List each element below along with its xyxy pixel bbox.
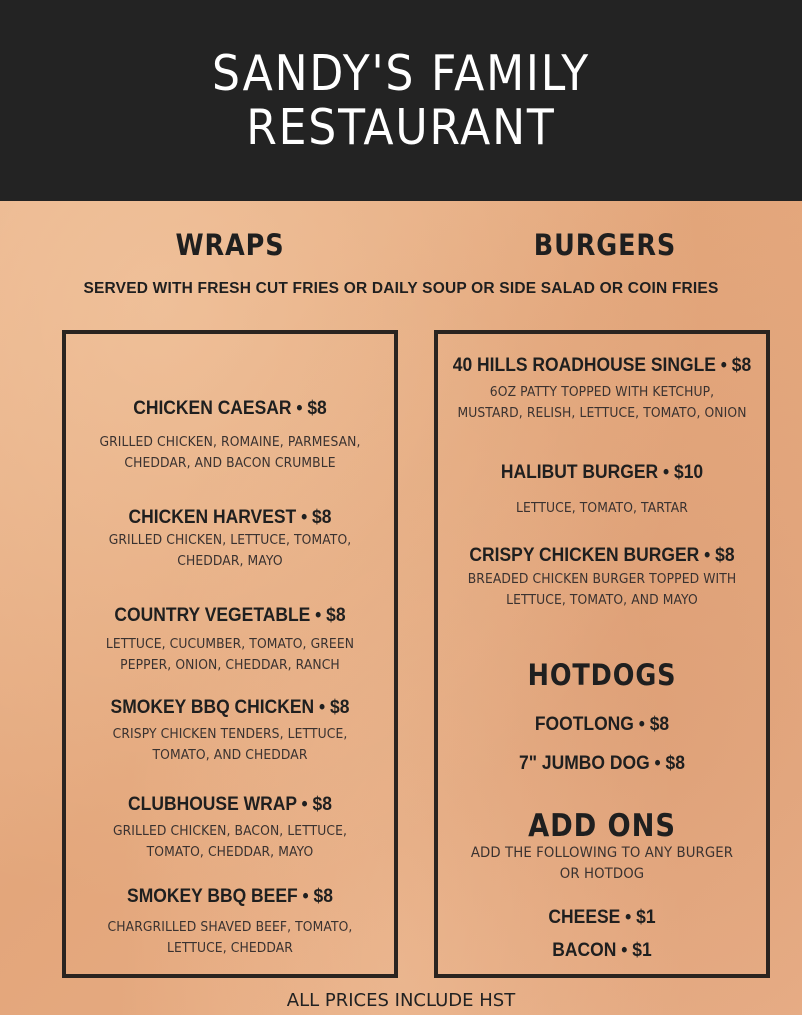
menu-item-name: 7" JUMBO DOG • $8	[519, 753, 685, 774]
menu-item-name: SMOKEY BBQ CHICKEN • $8	[110, 697, 350, 718]
menu-item-name: COUNTRY VEGETABLE • $8	[114, 605, 346, 626]
served-with-note: SERVED WITH FRESH CUT FRIES OR DAILY SOUP OR SIDE SALAD OR COIN FRIES	[83, 280, 719, 297]
restaurant-name-line1: SANDY'S FAMILY	[211, 44, 590, 102]
burgers-heading: BURGERS	[533, 228, 677, 262]
menu-item-name: CHICKEN CAESAR • $8	[133, 398, 327, 419]
menu-item-name: 40 HILLS ROADHOUSE SINGLE • $8	[452, 355, 752, 376]
menu-item-desc: GRILLED CHICKEN, LETTUCE, TOMATO, CHEDDAR, MAYO	[108, 533, 352, 569]
menu-item-name: FOOTLONG • $8	[534, 714, 670, 735]
menu-item-desc: CRISPY CHICKEN TENDERS, LETTUCE, TOMATO, AND CHEDDAR	[112, 727, 348, 763]
menu-item-desc: LETTUCE, TOMATO, TARTAR	[516, 501, 688, 516]
menu-item-desc: BREADED CHICKEN BURGER TOPPED WITH LETTUCE, TOMATO, AND MAYO	[467, 572, 737, 608]
menu-item-name: CHICKEN HARVEST • $8	[128, 507, 332, 528]
restaurant-name-line2: RESTAURANT	[246, 98, 556, 156]
restaurant-header	[0, 0, 802, 201]
menu-item-desc: GRILLED CHICKEN, ROMAINE, PARMESAN, CHEDDAR, AND BACON CRUMBLE	[99, 435, 361, 471]
hotdogs-heading: HOTDOGS	[527, 658, 677, 692]
menu-item-name: SMOKEY BBQ BEEF • $8	[127, 886, 333, 907]
menu-item-name: CLUBHOUSE WRAP • $8	[128, 794, 332, 815]
menu-item-desc: 6OZ PATTY TOPPED WITH KETCHUP, MUSTARD, RELISH, LETTUCE, TOMATO, ONION	[457, 385, 747, 421]
addons-desc: ADD THE FOLLOWING TO ANY BURGER OR HOTDOG	[470, 845, 734, 882]
wraps-heading: WRAPS	[175, 228, 285, 262]
menu-item-name: HALIBUT BURGER • $10	[500, 462, 704, 483]
menu-item-desc: LETTUCE, CUCUMBER, TOMATO, GREEN PEPPER, ONION, CHEDDAR, RANCH	[105, 637, 355, 673]
menu-item-name: CRISPY CHICKEN BURGER • $8	[469, 545, 735, 566]
addons-heading: ADD ONS	[528, 808, 676, 844]
menu-item-name: CHEESE • $1	[548, 907, 656, 928]
prices-footnote: ALL PRICES INCLUDE HST	[286, 990, 516, 1011]
menu-item-name: BACON • $1	[552, 940, 652, 961]
menu-item-desc: CHARGRILLED SHAVED BEEF, TOMATO, LETTUCE, CHEDDAR	[107, 920, 353, 956]
menu-item-desc: GRILLED CHICKEN, BACON, LETTUCE, TOMATO, CHEDDAR, MAYO	[112, 824, 348, 860]
